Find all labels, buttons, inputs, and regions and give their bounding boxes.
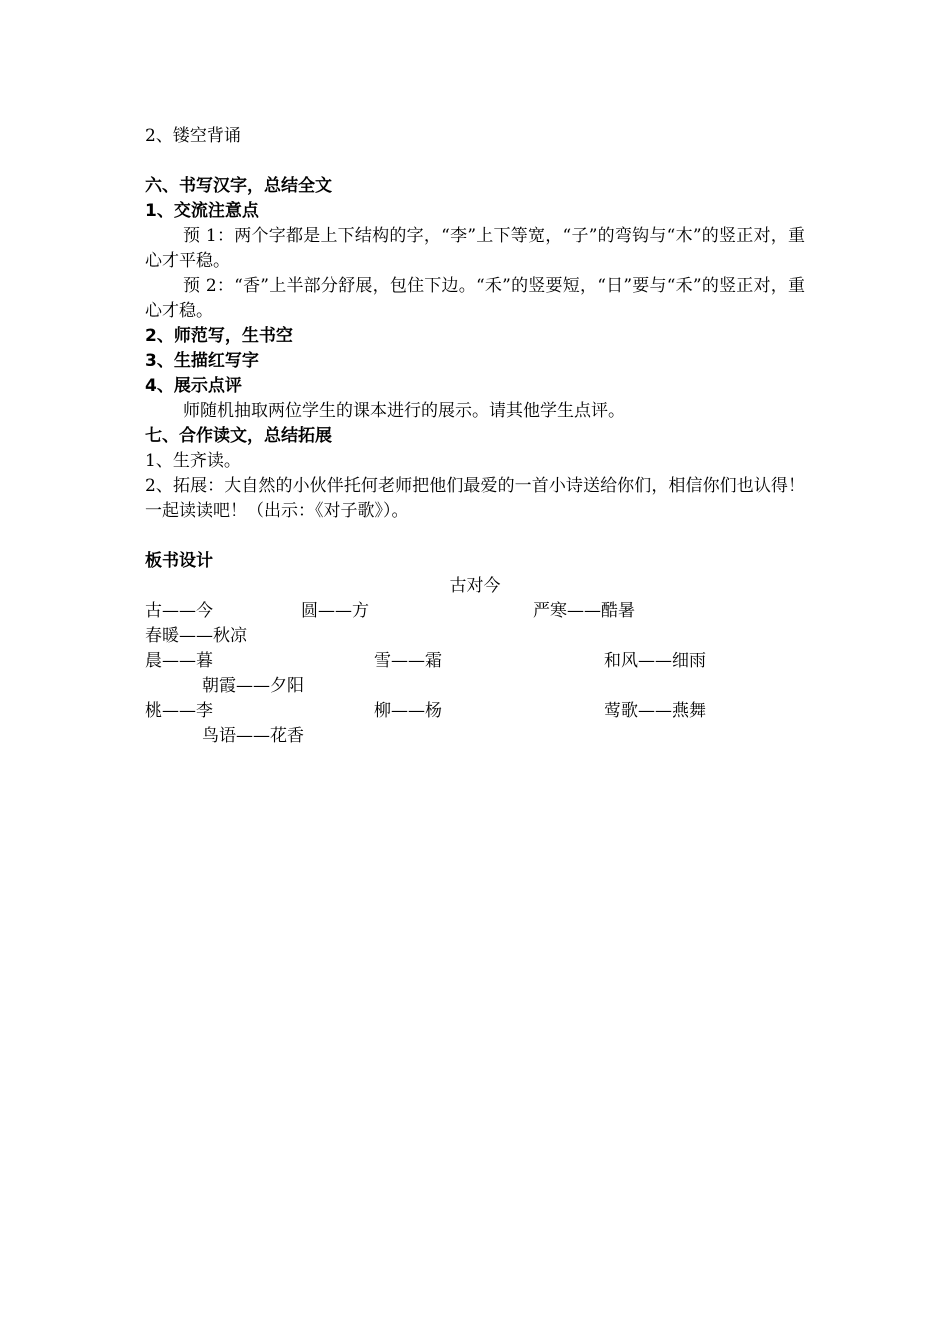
list-item: 1、生齐读。 — [145, 451, 241, 471]
paragraph: 预 2：“香”上半部分舒展，包住下边。“禾”的竖要短，“日”要与“禾”的竖正对，重心才稳。 — [145, 276, 805, 321]
board-pair: 雪——霜 — [374, 651, 442, 671]
spacer — [145, 524, 805, 549]
paragraph: 师随机抽取两位学生的课本进行的展示。请其他学生点评。 — [183, 401, 625, 421]
board-design-heading: 板书设计 — [145, 551, 213, 571]
board-row — [145, 624, 805, 649]
subsection-heading: 1、交流注意点 — [145, 201, 259, 221]
board-row — [145, 649, 805, 674]
board-pair: 晨——暮 — [145, 651, 213, 671]
board-pair: 春暖——秋凉 — [145, 626, 247, 646]
board-row — [145, 674, 805, 699]
section-heading: 六、书写汉字，总结全文 — [145, 176, 332, 196]
subsection-heading: 2、师范写，生书空 — [145, 326, 293, 346]
board-pair: 鸟语——花香 — [202, 726, 304, 746]
section-heading: 七、合作读文，总结拓展 — [145, 426, 332, 446]
subsection-heading: 3、生描红写字 — [145, 351, 259, 371]
board-pair: 柳——杨 — [374, 701, 442, 721]
board-row — [145, 699, 805, 724]
board-pair: 和风——细雨 — [604, 651, 706, 671]
board-pair: 圆——方 — [301, 601, 369, 621]
board-row — [145, 599, 805, 624]
document-page — [145, 124, 805, 749]
board-pair: 古——今 — [145, 601, 213, 621]
board-pair: 莺歌——燕舞 — [604, 701, 706, 721]
board-pair: 严寒——酷暑 — [533, 601, 635, 621]
board-pair: 朝霞——夕阳 — [202, 676, 304, 696]
board-pair: 桃——李 — [145, 701, 213, 721]
subsection-heading: 4、展示点评 — [145, 376, 242, 396]
spacer — [145, 149, 805, 174]
board-row — [145, 724, 805, 749]
paragraph: 2、拓展：大自然的小伙伴托何老师把他们最爱的一首小诗送给你们，相信你们也认得！一起读读吧！（出示：《对子歌》）。 — [145, 476, 805, 521]
paragraph: 预 1：两个字都是上下结构的字，“李”上下等宽，“子”的弯钩与“木”的竖正对，重心才平稳。 — [145, 226, 805, 271]
list-item: 2、镂空背诵 — [145, 126, 241, 146]
board-title: 古对今 — [449, 576, 501, 596]
